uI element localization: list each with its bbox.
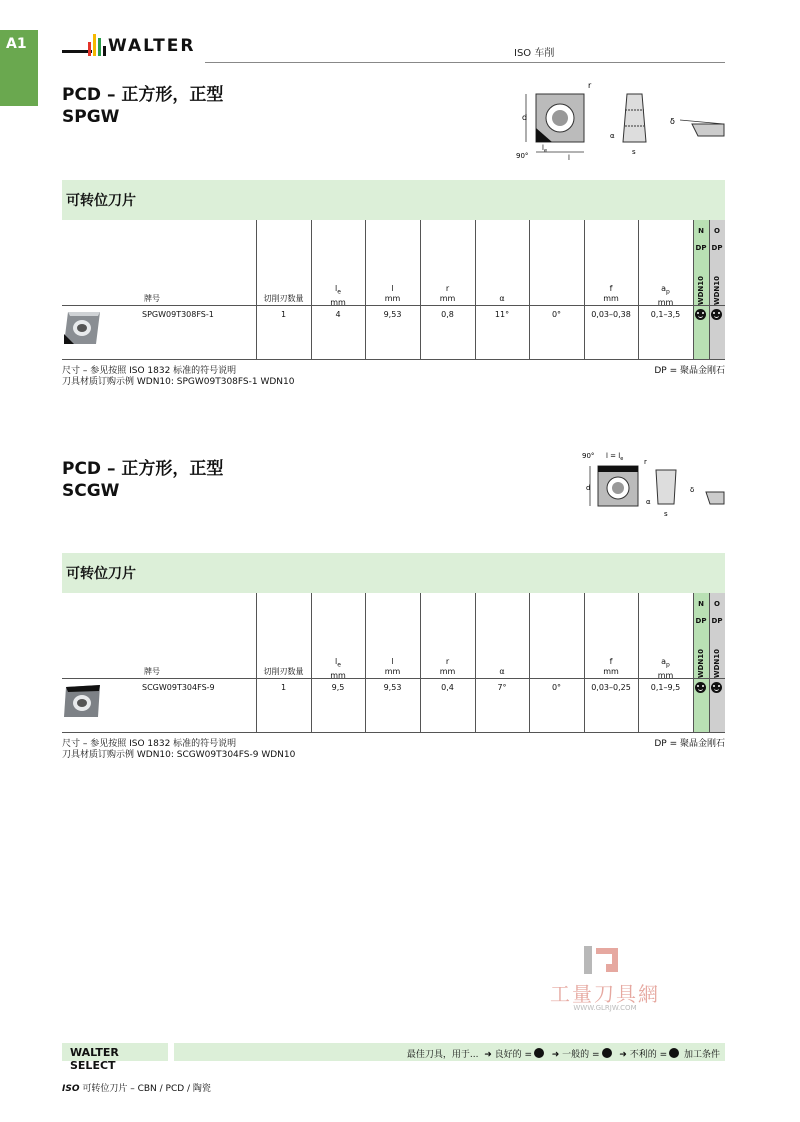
section2-code: SCGW xyxy=(62,481,120,501)
diag2-r-label: r xyxy=(644,458,647,466)
watermark-logo-icon xyxy=(582,944,622,976)
insert-thumbnail xyxy=(62,310,102,346)
row-alpha: 11° xyxy=(494,310,510,319)
section1-title: PCD – 正方形，正型 xyxy=(62,85,224,105)
header-r: r mm xyxy=(439,657,456,676)
footer-select-label: WALTER SELECT xyxy=(62,1043,174,1061)
header-rule xyxy=(205,62,725,63)
section1-note-dimensions: 尺寸 – 参见按照 ISO 1832 标准的符号说明 xyxy=(62,366,237,376)
header-dp-o: DP xyxy=(711,617,723,625)
watermark-cn: 工量刀具網 xyxy=(550,982,660,1006)
header-grade-n: WDN10 xyxy=(697,276,705,306)
section2-note-dimensions: 尺寸 – 参见按照 ISO 1832 标准的符号说明 xyxy=(62,739,237,749)
section2-note-order: 刀具材质订购示例 WDN10: SCGW09T304FS-9 WDN10 xyxy=(62,750,296,760)
header-grade-o: WDN10 xyxy=(713,649,721,679)
header-o: O xyxy=(714,600,720,608)
row-designation: SPGW09T308FS-1 xyxy=(142,310,214,319)
header-n: N xyxy=(698,600,704,608)
header-alpha: α xyxy=(499,667,505,676)
row-edges: 1 xyxy=(280,310,287,319)
diag2-delta-label: δ xyxy=(690,486,695,494)
row-extra-angle: 0° xyxy=(551,683,562,692)
diag2-d-label: d xyxy=(586,484,591,492)
row-le: 9,5 xyxy=(331,683,345,692)
diag1-alpha-label: α xyxy=(610,132,615,140)
good-rating-icon xyxy=(695,309,706,320)
average-rating-icon xyxy=(602,1048,612,1058)
section2-title: PCD – 正方形，正型 xyxy=(62,459,224,479)
section-tab: A1 xyxy=(0,30,38,106)
diag1-s-label: s xyxy=(632,148,636,156)
row-designation: SCGW09T304FS-9 xyxy=(142,683,215,692)
row-ap: 0,1–9,5 xyxy=(650,683,681,692)
header-r: r mm xyxy=(439,284,456,303)
good-rating-icon xyxy=(711,309,722,320)
good-rating-icon xyxy=(695,682,706,693)
row-l: 9,53 xyxy=(383,683,402,692)
row-f: 0,03–0,25 xyxy=(591,683,631,692)
legend-bad: 不利的 = xyxy=(629,1050,668,1060)
row-l: 9,53 xyxy=(383,310,402,319)
logo-bars xyxy=(88,34,108,56)
header-dp-o: DP xyxy=(711,244,723,252)
header-edges: 切削刃数量 xyxy=(263,667,304,676)
header-alpha: α xyxy=(499,294,505,303)
watermark xyxy=(540,944,670,1014)
header-f: f mm xyxy=(603,657,619,676)
row-alpha: 7° xyxy=(497,683,507,692)
good-rating-icon xyxy=(711,682,722,693)
legend-average: 一般的 = xyxy=(562,1050,600,1060)
section2-band: 可转位刀片 xyxy=(62,553,725,593)
header-designation: 牌号 xyxy=(144,667,160,676)
diag1-l-label: l xyxy=(568,154,570,162)
legend-best: 最佳刀具，用于... xyxy=(406,1050,479,1060)
insert-thumbnail xyxy=(62,683,102,719)
section1-note-order: 刀具材质订购示例 WDN10: SPGW09T308FS-1 WDN10 xyxy=(62,377,295,387)
legend-good: 良好的 = xyxy=(494,1050,533,1060)
footer-legend: 最佳刀具，用于... ➜ 良好的 = ➜ 一般的 = ➜ 不利的 = 加工条件 xyxy=(406,1050,720,1060)
section1-band: 可转位刀片 xyxy=(62,180,725,220)
header-l: l mm xyxy=(384,657,401,676)
header-dp-n: DP xyxy=(695,617,707,625)
header-edges: 切削刃数量 xyxy=(263,294,304,303)
row-r: 0,4 xyxy=(441,683,454,692)
walter-logo xyxy=(62,32,202,58)
legend-conditions: 加工条件 xyxy=(683,1050,720,1060)
header-ap: $a_p$ mm xyxy=(657,657,674,680)
section1-code: SPGW xyxy=(62,107,120,127)
diag2-le-label: $l = l_e$ xyxy=(606,452,624,462)
section1-geometry-diagram xyxy=(512,80,727,162)
diag2-alpha-label: α xyxy=(646,498,651,506)
header-designation: 牌号 xyxy=(144,294,160,303)
diag1-le-label: $l_e$ xyxy=(542,144,548,154)
section2-note-dp: DP = 聚晶金刚石 xyxy=(654,739,725,749)
header-o: O xyxy=(714,227,720,235)
row-extra-angle: 0° xyxy=(551,310,562,319)
section1-note-dp: DP = 聚晶金刚石 xyxy=(654,366,725,376)
header-le: $l_e$ mm xyxy=(330,284,346,307)
header-n: N xyxy=(698,227,704,235)
header-le: $l_e$ mm xyxy=(330,657,346,680)
section1-table xyxy=(62,220,725,360)
diag1-d-label: d xyxy=(522,113,528,122)
bad-rating-icon xyxy=(669,1048,679,1058)
watermark-url: WWW.GLRJW.COM xyxy=(573,1004,637,1012)
good-rating-icon xyxy=(534,1048,544,1058)
diag1-r-label: r xyxy=(588,81,592,90)
header-l: l mm xyxy=(384,284,401,303)
header-ap: $a_p$ mm xyxy=(657,284,674,307)
diag1-delta-label: δ xyxy=(670,117,675,126)
page-footer: ISO 可转位刀片 – CBN / PCD / 陶瓷 xyxy=(62,1084,211,1094)
header-grade-n: WDN10 xyxy=(697,649,705,679)
row-r: 0,8 xyxy=(441,310,454,319)
header-f: f mm xyxy=(603,284,619,303)
header-category: ISO 车削 xyxy=(514,48,555,59)
diag2-s-label: s xyxy=(664,510,668,518)
header-dp-n: DP xyxy=(695,244,707,252)
diag2-angle-label: 90° xyxy=(582,452,595,460)
section2-geometry-diagram xyxy=(578,448,728,524)
logo-wordmark: WALTER xyxy=(108,36,196,56)
diag1-angle-label: 90° xyxy=(516,152,529,160)
row-f: 0,03–0,38 xyxy=(591,310,631,319)
row-ap: 0,1–3,5 xyxy=(650,310,681,319)
section2-table xyxy=(62,593,725,733)
header-grade-o: WDN10 xyxy=(713,276,721,306)
row-le: 4 xyxy=(335,310,341,319)
row-edges: 1 xyxy=(280,683,287,692)
